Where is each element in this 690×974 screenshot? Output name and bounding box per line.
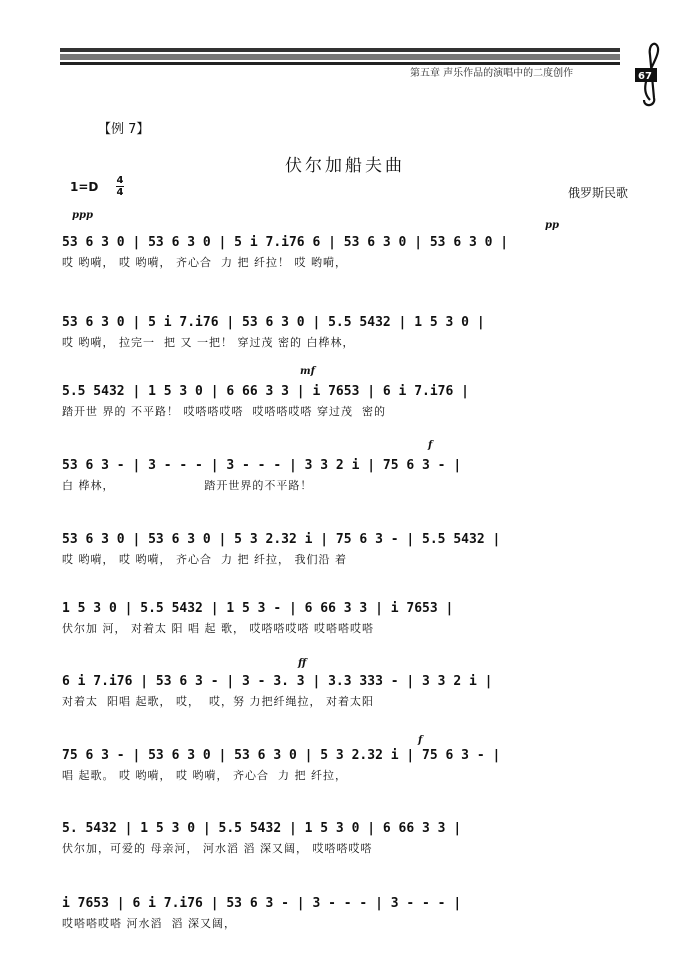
notation-line: 5.5 5432 | 1 5 3 0 | 6 66 3 3 | i 7653 | 6 i 7.i76 | bbox=[62, 384, 469, 399]
lyrics-line: 哎 哟嗬， 哎 哟嗬， 齐心合 力 把 纤拉！ 哎 哟嗬， bbox=[62, 256, 347, 269]
score-system bbox=[62, 893, 642, 943]
notation-line: 53 6 3 0 | 5 i 7.i76 | 53 6 3 0 | 5.5 5432 | 1 5 3 0 | bbox=[62, 315, 485, 330]
notation-line: 75 6 3 - | 53 6 3 0 | 53 6 3 0 | 5 3 2.32 i | 75 6 3 - | bbox=[62, 748, 501, 763]
score-system bbox=[62, 671, 642, 721]
score-system bbox=[62, 598, 642, 648]
score-system bbox=[62, 745, 642, 795]
lyrics-line: 对着太 阳唱 起歌， 哎， 哎，努 力把纤绳拉， 对着太阳 bbox=[62, 695, 374, 708]
lyrics-line: 唱 起歌。 哎 哟嗬， 哎 哟嗬， 齐心合 力 把 纤拉， bbox=[62, 769, 347, 782]
dynamic-mark: f bbox=[428, 440, 433, 451]
dynamic-mark: mf bbox=[300, 366, 315, 377]
lyrics-line: 伏尔加 河， 对着太 阳 唱 起 歌， 哎嗒嗒哎嗒 哎嗒嗒哎嗒 bbox=[62, 622, 374, 635]
lyrics-line: 伏尔加，可爱的 母亲河， 河水滔 滔 深又阔， 哎嗒嗒哎嗒 bbox=[62, 842, 373, 855]
dynamic-mark: pp bbox=[545, 220, 559, 231]
score-system bbox=[62, 529, 642, 579]
song-title: 伏尔加船夫曲 bbox=[285, 156, 405, 176]
notation-line: i 7653 | 6 i 7.i76 | 53 6 3 - | 3 - - - | 3 - - - | bbox=[62, 896, 462, 911]
notation-line: 53 6 3 0 | 53 6 3 0 | 5 3 2.32 i | 75 6 3 - | 5.5 5432 | bbox=[62, 532, 501, 547]
score-system bbox=[62, 312, 642, 362]
key-signature: 1=D bbox=[70, 180, 99, 194]
notation-line: 1 5 3 0 | 5.5 5432 | 1 5 3 - | 6 66 3 3 | i 7653 | bbox=[62, 601, 454, 616]
dynamic-mark: ppp bbox=[72, 210, 93, 221]
dynamic-mark: f bbox=[418, 735, 423, 746]
time-signature-bottom: 4 bbox=[116, 187, 124, 198]
running-title: 第五章 声乐作品的演唱中的二度创作 bbox=[410, 68, 574, 79]
lyrics-line: 哎嗒嗒哎嗒 河水滔 滔 深又阔， bbox=[62, 917, 236, 930]
lyrics-line: 哎 哟嗬， 拉完一 把 又 一把！ 穿过茂 密的 白桦林， bbox=[62, 336, 355, 349]
notation-line: 5. 5432 | 1 5 3 0 | 5.5 5432 | 1 5 3 0 | 6 66 3 3 | bbox=[62, 821, 462, 836]
page-number: 67 bbox=[638, 71, 652, 82]
example-label: 【例 7】 bbox=[98, 122, 150, 137]
score-system bbox=[62, 381, 642, 431]
notation-line: 53 6 3 0 | 53 6 3 0 | 5 i 7.i76 6 | 53 6 3 0 | 53 6 3 0 | bbox=[62, 235, 509, 250]
dynamic-mark: ff bbox=[298, 658, 307, 669]
score-system bbox=[62, 818, 642, 868]
score-system bbox=[62, 232, 642, 282]
time-signature-top: 4 bbox=[116, 175, 124, 186]
notation-line: 53 6 3 - | 3 - - - | 3 - - - | 3 3 2 i | 75 6 3 - | bbox=[62, 458, 462, 473]
lyrics-line: 白 桦林， 踏开世界的不平路！ bbox=[62, 479, 313, 492]
lyrics-line: 踏开世 界的 不平路！ 哎嗒嗒哎嗒 哎嗒嗒哎嗒 穿过茂 密的 bbox=[62, 405, 386, 418]
score-system bbox=[62, 455, 642, 505]
lyrics-line: 哎 哟嗬， 哎 哟嗬， 齐心合 力 把 纤拉， 我们沿 着 bbox=[62, 553, 347, 566]
notation-line: 6 i 7.i76 | 53 6 3 - | 3 - 3. 3 | 3.3 333 - | 3 3 2 i | bbox=[62, 674, 493, 689]
composer-credit: 俄罗斯民歌 bbox=[568, 186, 629, 200]
